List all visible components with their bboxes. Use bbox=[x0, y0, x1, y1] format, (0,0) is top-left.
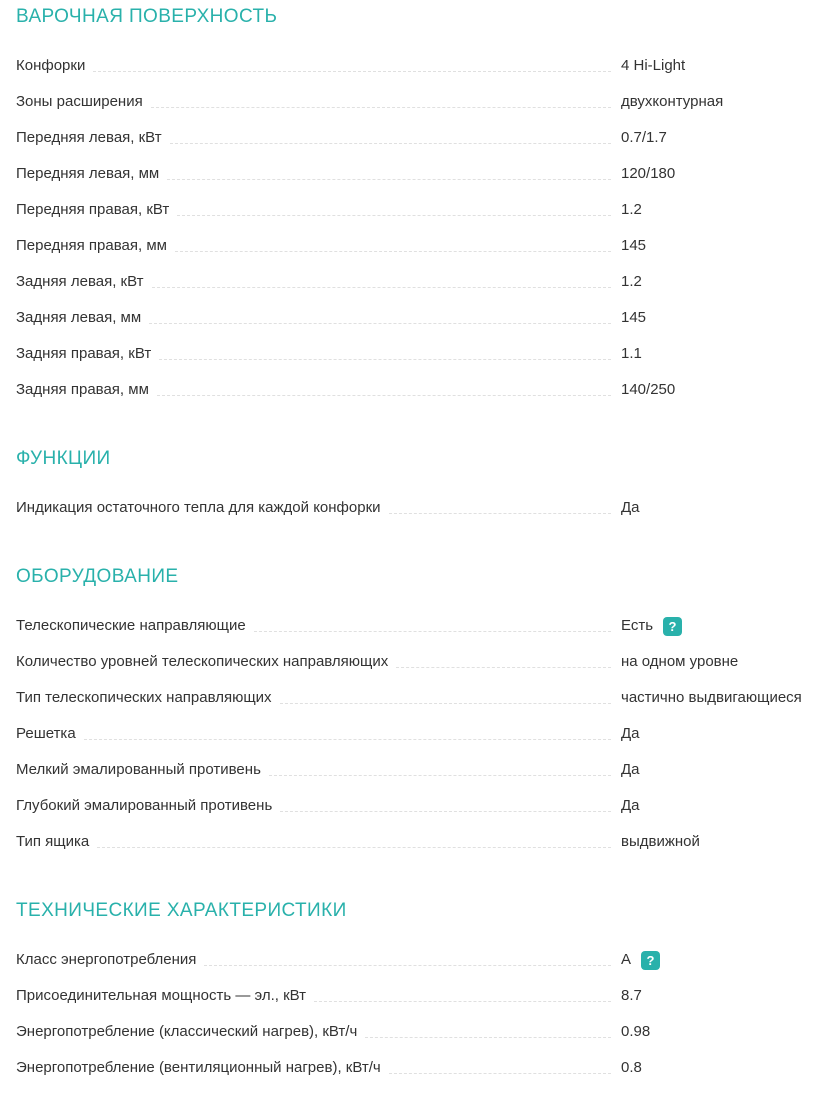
spec-label: Передняя левая, мм bbox=[16, 165, 160, 182]
spec-value-cell bbox=[621, 987, 823, 1005]
spec-section bbox=[16, 448, 823, 526]
spec-label: Энергопотребление (вентиляционный нагрев), кВт/ч bbox=[16, 1059, 381, 1076]
section-title: ОБОРУДОВАНИЕ bbox=[16, 566, 179, 587]
dotted-leader bbox=[280, 811, 611, 812]
spec-label: Передняя левая, кВт bbox=[16, 129, 162, 146]
spec-value-cell bbox=[621, 1059, 823, 1077]
spec-value: на одном уровне bbox=[621, 653, 739, 670]
spec-value: 0.98 bbox=[621, 1023, 651, 1040]
spec-row bbox=[16, 788, 823, 824]
help-icon[interactable]: ? bbox=[663, 617, 682, 636]
spec-row bbox=[16, 156, 823, 192]
spec-rows bbox=[16, 608, 823, 860]
spec-section bbox=[16, 566, 823, 860]
dotted-leader bbox=[149, 323, 611, 324]
dotted-leader bbox=[152, 287, 612, 288]
dotted-leader bbox=[314, 1001, 611, 1002]
spec-value: 145 bbox=[621, 237, 647, 254]
dotted-leader bbox=[365, 1037, 611, 1038]
spec-label: Передняя правая, мм bbox=[16, 237, 167, 254]
spec-label: Задняя правая, мм bbox=[16, 381, 149, 398]
spec-value: 1.1 bbox=[621, 345, 642, 362]
spec-label: Передняя правая, кВт bbox=[16, 201, 170, 218]
dotted-leader bbox=[254, 631, 611, 632]
spec-row bbox=[16, 300, 823, 336]
spec-value: A bbox=[621, 951, 632, 968]
spec-value: 4 Hi-Light bbox=[621, 57, 686, 74]
spec-row bbox=[16, 120, 823, 156]
spec-value-cell bbox=[621, 201, 823, 219]
spec-label: Зоны расширения bbox=[16, 93, 143, 110]
spec-label: Индикация остаточного тепла для каждой конфорки bbox=[16, 499, 381, 516]
spec-value: 0.7/1.7 bbox=[621, 129, 667, 146]
spec-value-cell bbox=[621, 761, 823, 779]
spec-value: 1.2 bbox=[621, 273, 642, 290]
section-title: ФУНКЦИИ bbox=[16, 448, 111, 469]
spec-value-cell bbox=[621, 653, 823, 671]
spec-row bbox=[16, 490, 823, 526]
spec-section bbox=[16, 900, 823, 1086]
spec-value-cell bbox=[621, 57, 823, 75]
spec-value-cell bbox=[621, 93, 823, 111]
spec-value-cell bbox=[621, 833, 823, 851]
spec-row bbox=[16, 372, 823, 408]
spec-value-cell bbox=[621, 797, 823, 815]
spec-value: двухконтурная bbox=[621, 93, 724, 110]
spec-label: Класс энергопотребления bbox=[16, 951, 197, 968]
spec-value-cell bbox=[621, 309, 823, 327]
spec-section bbox=[16, 6, 823, 408]
spec-value: Да bbox=[621, 725, 640, 742]
spec-label: Количество уровней телескопических направляющих bbox=[16, 653, 389, 670]
spec-rows bbox=[16, 942, 823, 1086]
spec-row bbox=[16, 192, 823, 228]
spec-value-cell bbox=[621, 345, 823, 363]
spec-label: Конфорки bbox=[16, 57, 86, 74]
dotted-leader bbox=[84, 739, 611, 740]
spec-value: 8.7 bbox=[621, 987, 642, 1004]
spec-row bbox=[16, 264, 823, 300]
dotted-leader bbox=[151, 107, 611, 108]
spec-row bbox=[16, 716, 823, 752]
spec-label: Телескопические направляющие bbox=[16, 617, 246, 634]
spec-row bbox=[16, 644, 823, 680]
dotted-leader bbox=[280, 703, 611, 704]
spec-rows bbox=[16, 48, 823, 408]
spec-value: 0.8 bbox=[621, 1059, 642, 1076]
spec-label: Задняя левая, мм bbox=[16, 309, 142, 326]
section-title: ВАРОЧНАЯ ПОВЕРХНОСТЬ bbox=[16, 6, 278, 27]
spec-label: Энергопотребление (классический нагрев), кВт/ч bbox=[16, 1023, 358, 1040]
help-icon[interactable]: ? bbox=[641, 951, 660, 970]
spec-row bbox=[16, 84, 823, 120]
spec-row bbox=[16, 228, 823, 264]
section-title: ТЕХНИЧЕСКИЕ ХАРАКТЕРИСТИКИ bbox=[16, 900, 347, 921]
spec-row bbox=[16, 752, 823, 788]
dotted-leader bbox=[175, 251, 611, 252]
spec-row bbox=[16, 942, 823, 978]
spec-row bbox=[16, 824, 823, 860]
dotted-leader bbox=[157, 395, 611, 396]
spec-value: 140/250 bbox=[621, 381, 676, 398]
spec-value: 1.2 bbox=[621, 201, 642, 218]
spec-value-cell bbox=[621, 689, 823, 707]
spec-value: 145 bbox=[621, 309, 647, 326]
spec-value-cell bbox=[621, 165, 823, 183]
spec-value: частично выдвигающиеся bbox=[621, 689, 802, 706]
spec-label: Глубокий эмалированный противень bbox=[16, 797, 273, 814]
spec-label: Задняя левая, кВт bbox=[16, 273, 144, 290]
spec-value: Есть bbox=[621, 617, 654, 634]
spec-label: Тип ящика bbox=[16, 833, 90, 850]
spec-value-cell bbox=[621, 617, 823, 636]
spec-value: Да bbox=[621, 797, 640, 814]
spec-row bbox=[16, 1014, 823, 1050]
spec-row bbox=[16, 680, 823, 716]
dotted-leader bbox=[396, 667, 611, 668]
spec-label: Присоединительная мощность — эл., кВт bbox=[16, 987, 307, 1004]
spec-value: выдвижной bbox=[621, 833, 700, 850]
dotted-leader bbox=[177, 215, 611, 216]
spec-value-cell bbox=[621, 951, 823, 970]
spec-value: 120/180 bbox=[621, 165, 676, 182]
spec-label: Задняя правая, кВт bbox=[16, 345, 152, 362]
spec-value-cell bbox=[621, 237, 823, 255]
spec-value: Да bbox=[621, 499, 640, 516]
dotted-leader bbox=[269, 775, 611, 776]
dotted-leader bbox=[389, 513, 611, 514]
dotted-leader bbox=[93, 71, 611, 72]
dotted-leader bbox=[167, 179, 611, 180]
spec-value-cell bbox=[621, 725, 823, 743]
spec-value-cell bbox=[621, 499, 823, 517]
spec-sections-container bbox=[16, 6, 823, 1086]
dotted-leader bbox=[159, 359, 611, 360]
spec-value-cell bbox=[621, 273, 823, 291]
dotted-leader bbox=[170, 143, 611, 144]
spec-value-cell bbox=[621, 381, 823, 399]
spec-label: Тип телескопических направляющих bbox=[16, 689, 272, 706]
spec-row bbox=[16, 1050, 823, 1086]
spec-rows bbox=[16, 490, 823, 526]
spec-value-cell bbox=[621, 1023, 823, 1041]
spec-row bbox=[16, 608, 823, 644]
dotted-leader bbox=[97, 847, 611, 848]
spec-label: Решетка bbox=[16, 725, 76, 742]
spec-label: Мелкий эмалированный противень bbox=[16, 761, 261, 778]
dotted-leader bbox=[389, 1073, 611, 1074]
spec-value: Да bbox=[621, 761, 640, 778]
spec-row bbox=[16, 336, 823, 372]
spec-value-cell bbox=[621, 129, 823, 147]
dotted-leader bbox=[204, 965, 611, 966]
spec-row bbox=[16, 978, 823, 1014]
spec-row bbox=[16, 48, 823, 84]
